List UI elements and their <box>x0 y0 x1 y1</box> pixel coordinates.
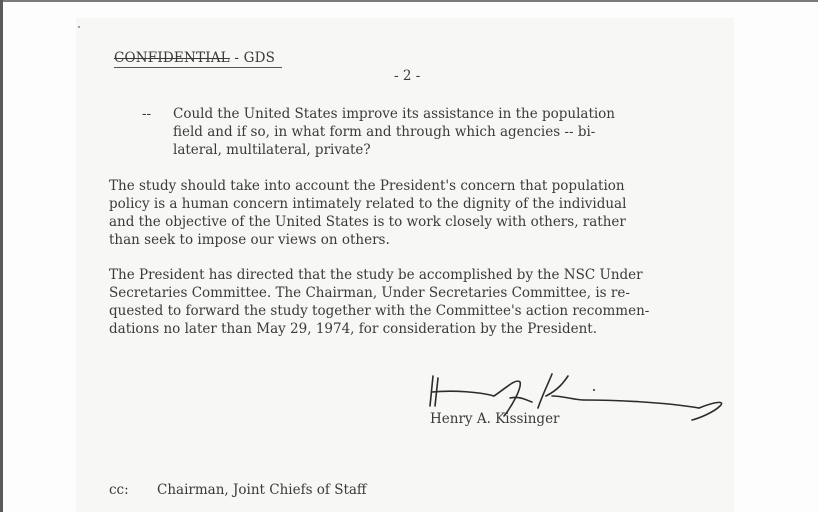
viewer-left-edge <box>0 0 3 512</box>
bullet-line: Could the United States improve its assistance in the population <box>173 106 616 122</box>
bullet-line: field and if so, in what form and through which agencies -- bi- <box>173 124 596 140</box>
classification-marking <box>114 49 275 67</box>
classification-struck: CONFIDENTIAL <box>114 50 230 66</box>
page-number: - 2 - <box>394 68 421 84</box>
classification-rest: - GDS <box>229 50 276 66</box>
paragraph-line: and the objective of the United States is to work closely with others, rather <box>109 214 626 230</box>
paragraph-line: Secretaries Committee. The Chairman, Under Secretaries Committee, is re- <box>109 285 630 301</box>
signature-dot <box>593 389 595 391</box>
signer-name: Henry A. Kissinger <box>430 411 560 427</box>
paragraph-line: policy is a human concern intimately related to the dignity of the individual <box>109 196 627 212</box>
bullet-dash: -- <box>142 106 152 122</box>
cc-recipient: Chairman, Joint Chiefs of Staff <box>157 482 367 498</box>
paragraph-line: quested to forward the study together with the Committee's action recommen- <box>109 303 650 319</box>
cc-label: cc: <box>109 482 129 498</box>
bullet-line: lateral, multilateral, private? <box>173 142 371 158</box>
document-page <box>76 18 734 512</box>
classification-underline <box>114 67 282 68</box>
paragraph-line: The study should take into account the President's concern that population <box>109 178 625 194</box>
scan-speck <box>78 26 80 28</box>
paragraph-line: dations no later than May 29, 1974, for consideration by the President. <box>109 321 598 337</box>
paragraph-line: The President has directed that the study be accomplished by the NSC Under <box>109 267 643 283</box>
paragraph-line: than seek to impose our views on others. <box>109 232 390 248</box>
viewer-top-edge <box>0 0 818 2</box>
